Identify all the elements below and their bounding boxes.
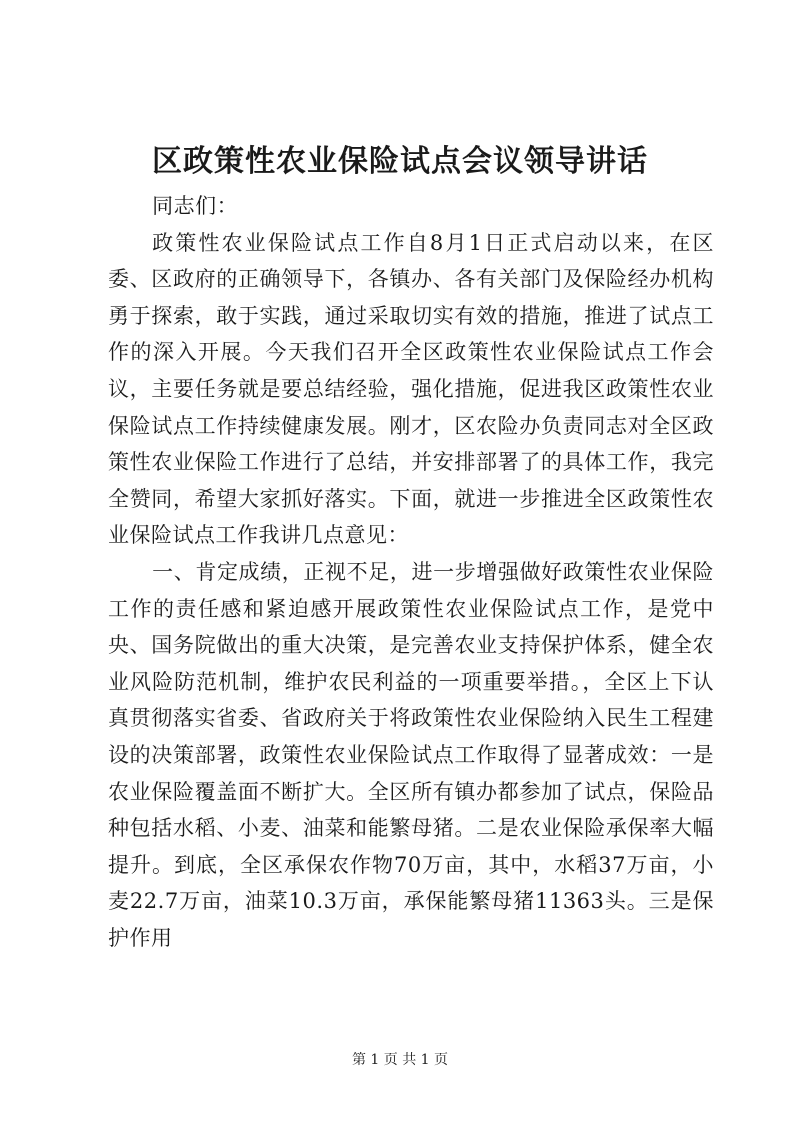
page-footer: 第 1 页 共 1 页 — [351, 1052, 449, 1068]
greeting-line: 同志们： — [152, 194, 239, 218]
document-body — [108, 188, 714, 956]
paragraph-section-one: 一、肯定成绩，正视不足，进一步增强做好政策性农业保险工作的责任感和紧迫感开展政策性农业保险试点工作，是党中央、国务院做出的重大决策，是完善农业支持保护体系，健全农业风险防范机制，维护农民利益的一项重要举措。，全区上下认真贯彻落实省委、省政府关于将政策性农业保险纳入民生工程建设的决策部署，政策性农业保险试点工作取得了显著成效：一是农业保险覆盖面不断扩大。全区所有镇办都参加了试点，保险品种包括水稻、小麦、油菜和能繁母猪。二是农业保险承保率大幅提升。到底，全区承保农作物70万亩，其中，水稻37万亩，小麦22.7万亩，油菜10.3万亩，承保能繁母猪11363头。三是保护作用 — [108, 559, 714, 950]
paragraph-intro: 政策性农业保险试点工作自8月1日正式启动以来，在区委、区政府的正确领导下，各镇办、各有关部门及保险经办机构勇于探索，敢于实践，通过采取切实有效的措施，推进了试点工作的深入开展。今天我们召开全区政策性农业保险试点工作会议，主要任务就是要总结经验，强化措施，促进我区政策性农业保险试点工作持续健康发展。刚才，区农险办负责同志对全区政策性农业保险工作进行了总结，并安排部署了的具体工作，我完全赞同，希望大家抓好落实。下面，就进一步推进全区政策性农业保险试点工作我讲几点意见： — [108, 230, 714, 548]
document-title: 区政策性农业保险试点会议领导讲话 — [152, 144, 648, 179]
